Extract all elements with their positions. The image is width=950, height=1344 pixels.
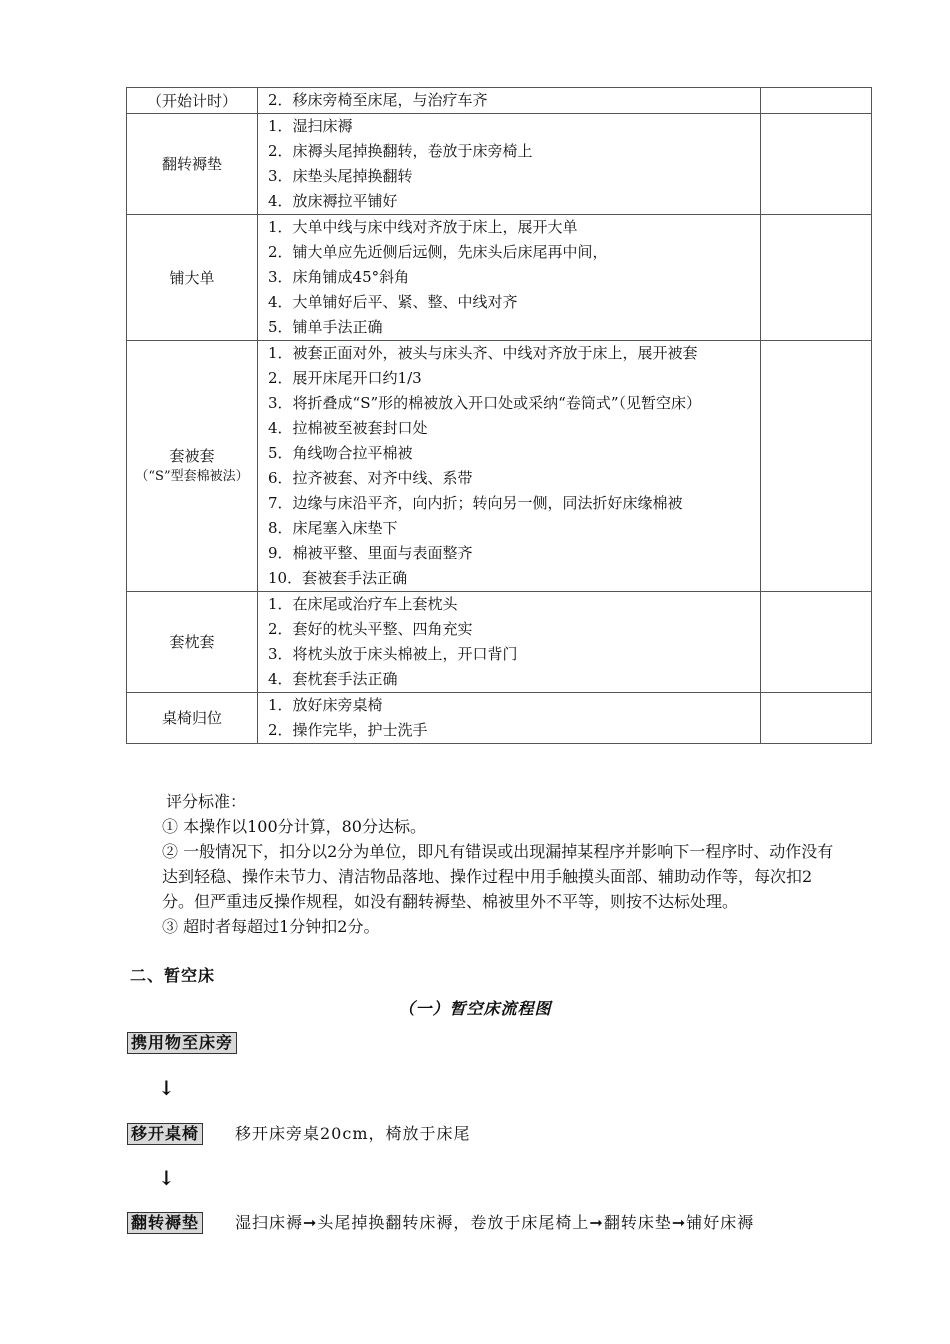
flow-box-move-table-chair: 移开桌椅 xyxy=(127,1123,203,1145)
step-detail: 3．床角铺成45°斜角 xyxy=(268,268,410,286)
step-detail: 4．套枕套手法正确 xyxy=(268,670,398,688)
step-detail: 4．拉棉被至被套封口处 xyxy=(268,419,428,437)
down-arrow-icon: ↓ xyxy=(158,1166,175,1190)
step-detail: 6．拉齐被套、对齐中线、系带 xyxy=(268,469,473,487)
step-detail: 10．套被套手法正确 xyxy=(268,569,408,587)
step-label: 铺大单 xyxy=(169,268,215,287)
step-detail: 1．被套正面对外，被头与床头齐、中线对齐放于床上，展开被套 xyxy=(268,344,698,362)
step-detail-cell xyxy=(258,341,761,592)
step-label: 翻转褥垫 xyxy=(161,155,222,173)
step-detail: 3．将折叠成“S”形的棉被放入开口处或采纳“卷筒式”（见暂空床） xyxy=(268,394,701,412)
flow-text-move-table-chair: 移开床旁桌20cm，椅放于床尾 xyxy=(235,1124,471,1143)
step-label-cell xyxy=(127,88,258,114)
table-row xyxy=(127,88,872,114)
table-row xyxy=(127,693,872,744)
step-detail-cell xyxy=(258,693,761,744)
note-item-2: ② 一般情况下，扣分以2分为单位，即凡有错误或出现漏掉某程序并影响下一程序时、动作没有达到轻稳、操作未节力、清洁物品落地、操作过程中用手触摸头面部、辅助动作等，每次扣2分。但严重违反操作规程，如没有翻转褥垫、棉被里外不平等，则按不达标处理。 xyxy=(162,842,834,911)
step-detail: 1．湿扫床褥 xyxy=(268,117,353,135)
step-detail-cell xyxy=(258,215,761,341)
step-detail-cell xyxy=(258,114,761,215)
step-detail: 3．将枕头放于床头棉被上，开口背门 xyxy=(268,645,518,663)
step-detail: 1．放好床旁桌椅 xyxy=(268,696,383,714)
score-cell xyxy=(761,88,872,114)
score-cell xyxy=(761,341,872,592)
step-detail: 5．铺单手法正确 xyxy=(268,318,383,336)
note-item-1: ① 本操作以100分计算，80分达标。 xyxy=(162,817,426,836)
flow-text-flip-mattress: 湿扫床褥➞头尾掉换翻转床褥，卷放于床尾椅上➞翻转床垫➞铺好床褥 xyxy=(235,1213,755,1232)
step-detail: 9．棉被平整、里面与表面整齐 xyxy=(268,544,473,562)
table-row xyxy=(127,114,872,215)
note-item-3: ③ 超时者每超过1分钟扣2分。 xyxy=(162,917,380,936)
scoring-notes xyxy=(162,789,838,939)
step-detail: 8．床尾塞入床垫下 xyxy=(268,519,398,537)
step-label-cell xyxy=(127,215,258,341)
notes-title: 评分标准： xyxy=(166,792,247,811)
step-detail: 2．展开床尾开口约1/3 xyxy=(268,369,422,387)
flow-box-carry-items: 携用物至床旁 xyxy=(127,1032,237,1054)
step-detail: 1．大单中线与床中线对齐放于床上，展开大单 xyxy=(268,218,578,236)
table-row xyxy=(127,341,872,592)
step-detail: 4．大单铺好后平、紧、整、中线对齐 xyxy=(268,293,518,311)
table-row xyxy=(127,215,872,341)
step-detail: 5．角线吻合拉平棉被 xyxy=(268,444,413,462)
down-arrow-icon: ↓ xyxy=(158,1076,175,1100)
step-label: 桌椅归位 xyxy=(161,709,222,727)
step-detail-cell xyxy=(258,592,761,693)
score-cell xyxy=(761,592,872,693)
scoring-table-body xyxy=(127,88,872,744)
scoring-table xyxy=(126,87,872,744)
step-label: （开始计时） xyxy=(146,91,237,110)
step-detail: 2．床褥头尾掉换翻转，卷放于床旁椅上 xyxy=(268,142,533,160)
flow-box-flip-mattress: 翻转褥垫 xyxy=(127,1212,203,1234)
flow-chart-title: （一）暂空床流程图 xyxy=(398,999,552,1018)
step-detail: 2．操作完毕，护士洗手 xyxy=(268,721,428,739)
step-detail: 2．套好的枕头平整、四角充实 xyxy=(268,620,473,638)
section-heading: 二、暂空床 xyxy=(130,966,216,985)
step-label-cell xyxy=(127,114,258,215)
step-detail: 3．床垫头尾掉换翻转 xyxy=(268,167,413,185)
step-label-cell xyxy=(127,592,258,693)
step-detail: 7．边缘与床沿平齐，向内折；转向另一侧，同法折好床缘棉被 xyxy=(268,494,683,512)
score-cell xyxy=(761,693,872,744)
step-sublabel: （“S”型套棉被法） xyxy=(135,469,249,484)
table-row xyxy=(127,592,872,693)
step-detail: 2．移床旁椅至床尾，与治疗车齐 xyxy=(268,91,488,109)
step-detail-cell xyxy=(258,88,761,114)
step-detail: 2．铺大单应先近侧后远侧，先床头后床尾再中间， xyxy=(268,243,608,261)
step-label-cell xyxy=(127,693,258,744)
score-cell xyxy=(761,114,872,215)
step-detail: 4．放床褥拉平铺好 xyxy=(268,192,398,210)
step-label: 套被套 xyxy=(169,447,215,465)
score-cell xyxy=(761,215,872,341)
step-label: 套枕套 xyxy=(169,633,215,651)
step-detail: 1．在床尾或治疗车上套枕头 xyxy=(268,595,458,613)
step-label-cell xyxy=(127,341,258,592)
